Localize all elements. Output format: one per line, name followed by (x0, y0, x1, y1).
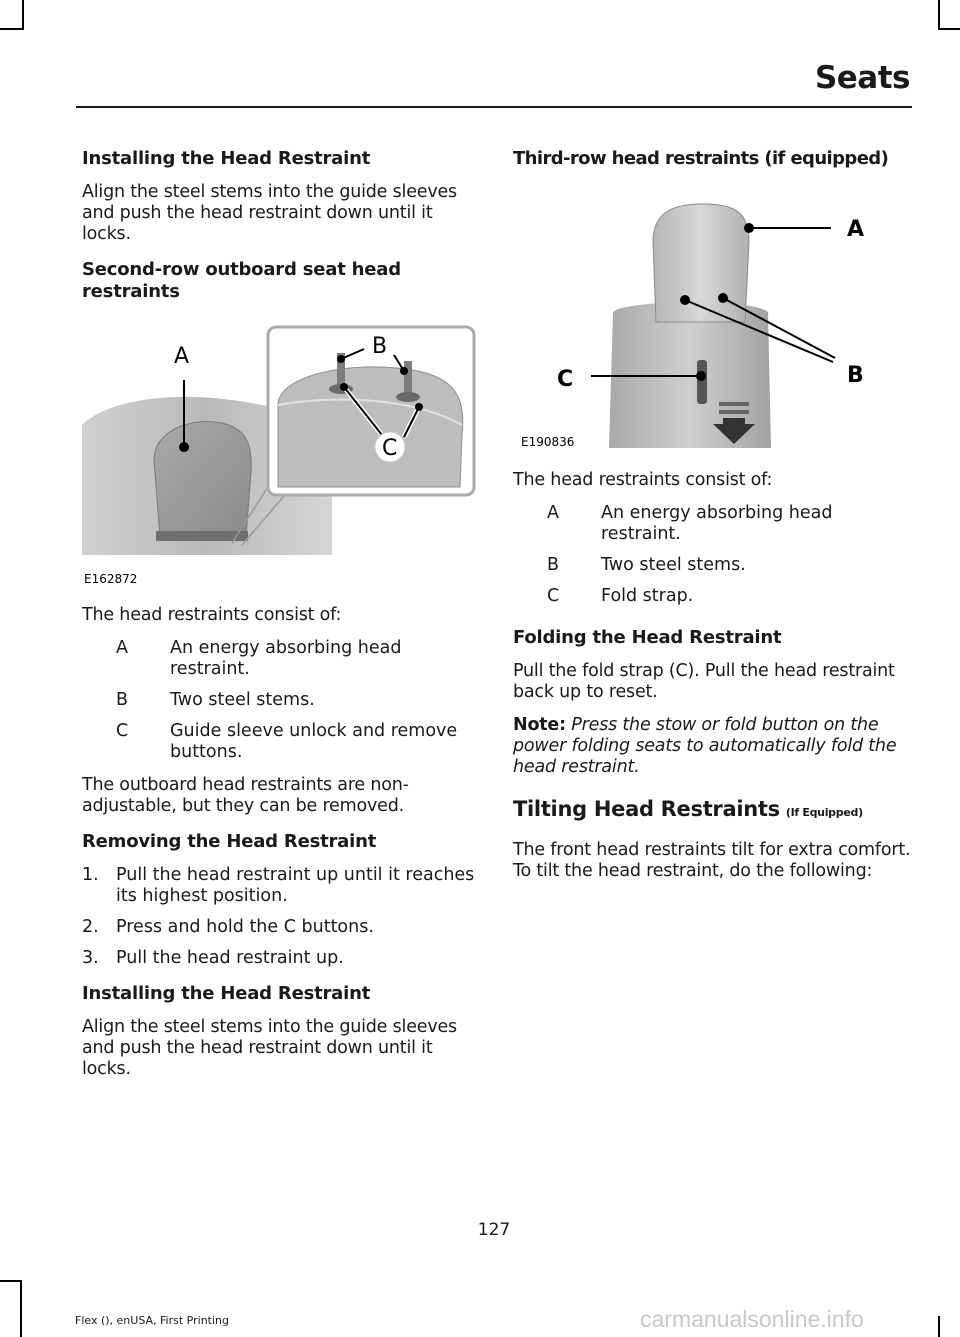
crop-mark (938, 1316, 940, 1337)
callout-dot-a (744, 223, 754, 233)
legend-value: Two steel stems. (170, 690, 315, 710)
steel-stem (404, 361, 412, 395)
if-equipped-tag: (If Equipped) (785, 806, 863, 819)
page-number: 127 (477, 1220, 511, 1240)
legend-item (513, 503, 911, 545)
legend-value: An energy absorbing head restraint. (170, 638, 402, 679)
crop-mark (0, 1280, 22, 1282)
legend-key: C (116, 721, 129, 741)
callout-label-a: A (174, 344, 190, 369)
step-text: Pull the head restraint up until it reaches its highest position. (116, 865, 475, 906)
paragraph-consist-of: The head restraints consist of: (82, 605, 342, 625)
step-item (82, 917, 477, 938)
heading-folding-head-restraint: Folding the Head Restraint (513, 627, 782, 648)
inset-head-restraint (278, 367, 463, 487)
note-label: Note: (513, 715, 566, 735)
arrow-stripe (719, 410, 749, 414)
crop-mark (938, 28, 960, 30)
callout-dot-a (179, 442, 189, 452)
legend-item (82, 638, 477, 680)
heading-installing-head-restraint: Installing the Head Restraint (82, 148, 371, 169)
figure-third-row-head-restraint (513, 182, 911, 452)
crop-mark (938, 0, 940, 30)
legend-key: A (116, 638, 128, 658)
callout-dot-c (340, 383, 348, 391)
legend-list (82, 638, 477, 763)
legend-item (82, 721, 477, 763)
callout-dot-b (718, 293, 728, 303)
heading-installing-head-restraint-2: Installing the Head Restraint (82, 983, 371, 1004)
header-divider (76, 106, 912, 108)
callout-label-c: C (382, 436, 398, 461)
head-restraint-shape (154, 422, 251, 537)
note (513, 715, 911, 778)
heading-removing-head-restraint: Removing the Head Restraint (82, 831, 377, 852)
callout-dot-b (400, 367, 408, 375)
callout-dot-b (337, 355, 345, 363)
figure-code: E190836 (521, 435, 575, 449)
guide-sleeve (396, 392, 420, 402)
legend-item (513, 555, 911, 576)
crop-mark (20, 1282, 22, 1337)
watermark: carmanualsonline.info (640, 1306, 864, 1332)
step-item (82, 865, 477, 907)
heading-second-row: Second-row outboard seat head restraints (82, 259, 401, 302)
step-text: Press and hold the C buttons. (116, 917, 374, 937)
callout-label-c: C (557, 367, 574, 392)
callout-dot-b (680, 295, 690, 305)
heading-tilting-head-restraints (513, 796, 911, 826)
heading-tilting-text: Tilting Head Restraints (513, 797, 780, 821)
arrow-stripe (719, 402, 749, 406)
paragraph-install-instructions: Align the steel stems into the guide sleeves and push the head restraint down until it locks. (82, 182, 457, 244)
legend-key: A (547, 503, 559, 523)
heading-third-row: Third-row head restraints (if equipped) (513, 148, 889, 169)
callout-label-a: A (847, 217, 865, 242)
fold-strap (697, 360, 707, 404)
page-title: Seats (814, 60, 910, 96)
legend-list (513, 503, 911, 607)
legend-key: B (116, 690, 129, 710)
legend-item (82, 690, 477, 711)
callout-label-b: B (372, 334, 388, 359)
callout-dot-c (696, 371, 706, 381)
crop-mark (0, 28, 22, 30)
crop-mark (22, 0, 24, 30)
legend-key: B (547, 555, 560, 575)
footer-printing-info: Flex (), enUSA, First Printing (75, 1314, 229, 1327)
legend-key: C (547, 586, 560, 606)
legend-value: Two steel stems. (601, 555, 746, 575)
callout-dot-c (415, 403, 423, 411)
figure-second-row-head-restraint (82, 315, 477, 587)
legend-value: Fold strap. (601, 586, 694, 606)
callout-label-b: B (847, 363, 864, 388)
paragraph-tilting: The front head restraints tilt for extra comfort. To tilt the head restraint, do the following: (513, 840, 911, 881)
step-item (82, 948, 477, 969)
figure-code: E162872 (84, 572, 138, 586)
legend-value: An energy absorbing head restraint. (601, 503, 833, 544)
step-number: 2. (82, 917, 99, 937)
paragraph-outboard: The outboard head restraints are non-adjustable, but they can be removed. (82, 775, 409, 816)
steps-list (82, 865, 477, 969)
legend-value: Guide sleeve unlock and remove buttons. (170, 721, 458, 762)
paragraph-consist-of: The head restraints consist of: (513, 470, 773, 490)
paragraph-folding: Pull the fold strap (C). Pull the head restraint back up to reset. (513, 661, 895, 702)
step-number: 3. (82, 948, 99, 968)
left-column (82, 148, 477, 1092)
right-column (513, 148, 911, 894)
arrow-shaft (723, 418, 745, 424)
legend-item (513, 586, 911, 607)
step-text: Pull the head restraint up. (116, 948, 344, 968)
note-body: Press the stow or fold button on the power folding seats to automatically fold the head restraint. (513, 715, 897, 777)
paragraph-install-instructions-2: Align the steel stems into the guide sleeves and push the head restraint down until it locks. (82, 1017, 457, 1079)
step-number: 1. (82, 865, 99, 885)
